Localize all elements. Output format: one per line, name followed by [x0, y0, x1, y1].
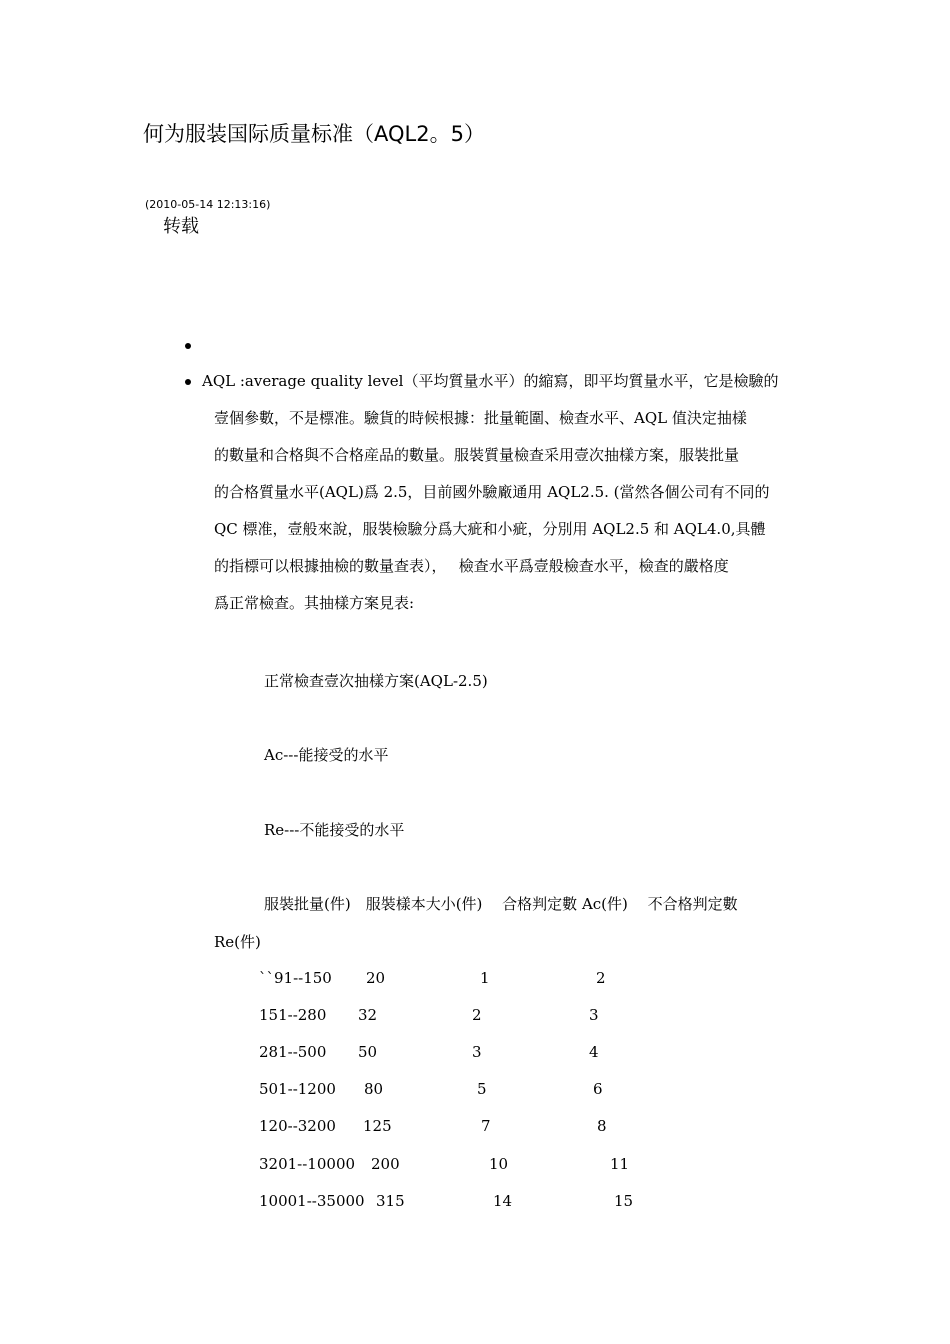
lot-size: 501--1200 [259, 1080, 336, 1098]
bullet [185, 379, 191, 385]
table-header: 服裝批量(件) 服裝樣本大小(件) 合格判定數 Ac(件) 不合格判定數 [264, 895, 738, 913]
re-value: 4 [589, 1043, 599, 1061]
sample-size: 20 [366, 969, 386, 987]
re-value: 3 [589, 1006, 599, 1024]
aql-paragraph [202, 363, 778, 622]
sample-size: 32 [358, 1006, 378, 1024]
re-value: 15 [614, 1192, 634, 1210]
paragraph-line: 壹個參數，不是標准。驗貨的時候根據：批量範圍、檢查水平、AQL 值決定抽樣 [214, 409, 747, 427]
ac-value: 3 [472, 1043, 482, 1061]
lot-size: 10001--35000 [259, 1192, 365, 1210]
ac-value: 2 [472, 1006, 482, 1024]
ac-value: 5 [477, 1080, 487, 1098]
sample-size: 200 [371, 1155, 400, 1173]
re-value: 6 [593, 1080, 603, 1098]
paragraph-line: AQL :average quality level（平均質量水平）的縮寫，即平均質量水平，它是檢驗的 [202, 372, 779, 390]
re-definition: Re---不能接受的水平 [264, 821, 405, 839]
page-title: 何为服装国际质量标准（AQL2。5） [143, 122, 485, 146]
paragraph-line: 爲正常檢查。其抽樣方案見表: [214, 594, 415, 612]
re-value: 8 [597, 1117, 607, 1135]
repost-label: 转载 [163, 216, 199, 237]
paragraph-line: 的指標可以根據抽檢的數量查表）， 檢查水平爲壹般檢查水平，檢查的嚴格度 [214, 557, 729, 575]
empty-bullet [185, 343, 191, 349]
lot-size: 281--500 [259, 1043, 327, 1061]
post-date: (2010-05-14 12:13:16) [145, 198, 271, 211]
sample-size: 125 [363, 1117, 392, 1135]
paragraph-line: 的數量和合格與不合格産品的數量。服裝質量檢查采用壹次抽樣方案，服裝批量 [214, 446, 740, 464]
paragraph-line: 的合格質量水平(AQL)爲 2.5，目前國外驗廠通用 AQL2.5. (當然各個公司有不同的 [214, 483, 770, 501]
table-header-continued: Re(件) [214, 933, 261, 951]
ac-value: 14 [493, 1192, 513, 1210]
sample-size: 80 [364, 1080, 384, 1098]
lot-size: 151--280 [259, 1006, 327, 1024]
paragraph-line: QC 標准，壹般來說，服裝檢驗分爲大疵和小疵，分別用 AQL2.5 和 AQL4.0,具體 [214, 520, 766, 538]
re-value: 2 [596, 969, 606, 987]
lot-size: 3201--10000 [259, 1155, 356, 1173]
sample-size: 315 [376, 1192, 405, 1210]
lot-size: ``91--150 [259, 969, 332, 987]
lot-size: 120--3200 [259, 1117, 336, 1135]
re-value: 11 [610, 1155, 630, 1173]
sample-size: 50 [358, 1043, 378, 1061]
scheme-title: 正常檢查壹次抽樣方案(AQL-2.5) [264, 672, 488, 690]
ac-value: 7 [481, 1117, 491, 1135]
ac-value: 10 [489, 1155, 509, 1173]
ac-value: 1 [480, 969, 490, 987]
ac-definition: Ac---能接受的水平 [264, 746, 389, 764]
